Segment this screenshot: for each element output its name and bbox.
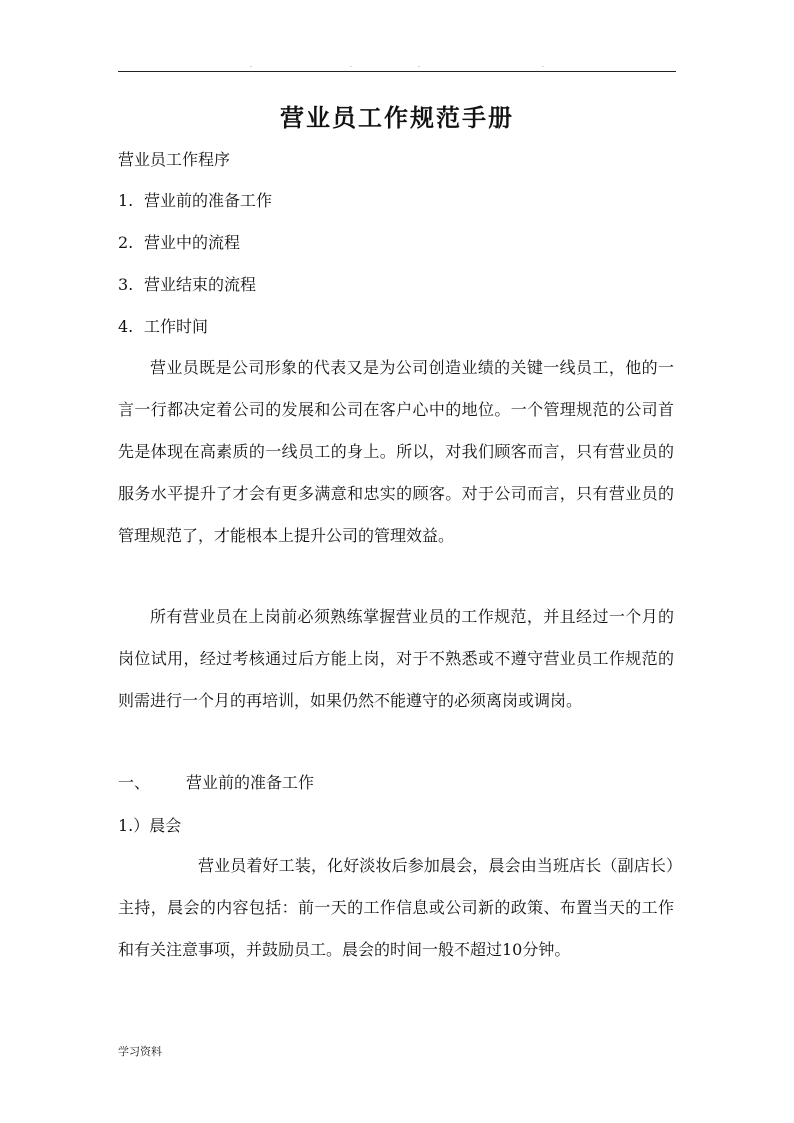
section-heading [118,772,314,794]
list-item [118,232,240,254]
requirement-paragraph: 所有营业员在上岗前必须熟练掌握营业员的工作规范，并且经过一个月的岗位试用，经过考核通过后方能上岗，对于不熟悉或不遵守营业员工作规范的则需进行一个月的再培训，如果仍然不能遵守的必须离岗或调岗。 [118,607,674,710]
subsection-heading: 1.）晨会 [118,816,182,835]
header-dot: . [418,62,420,69]
list-item-number: 2. [118,233,134,252]
list-item-text: 营业前的准备工作 [144,191,273,210]
header-rule [118,71,676,72]
document-title: 营业员工作规范手册 [280,103,514,132]
list-item-number: 3. [118,275,134,294]
section-number: 一、 [118,773,151,792]
list-item-text: 工作时间 [144,317,209,336]
section-title: 营业前的准备工作 [186,773,315,792]
list-item-text: 营业中的流程 [144,233,241,252]
intro-paragraph: 营业员既是公司形象的代表又是为公司创造业绩的关键一线员工，他的一言一行都决定着公司的发展和公司在客户心中的地位。一个管理规范的公司首先是体现在高素质的一线员工的身上。所以，对我们顾客而言，只有营业员的服务水平提升了才会有更多满意和忠实的顾客。对于公司而言，只有营业员的管理规范了，才能根本上提升公司的管理效益。 [118,358,674,545]
header-dot: . [542,62,544,69]
list-item-number: 1. [118,191,134,210]
header-dot: . [350,62,352,69]
header-dots [118,62,676,70]
morning-meeting-paragraph: 营业员着好工装，化好淡妆后参加晨会，晨会由当班店长（副店长）主持，晨会的内容包括：前一天的工作信息或公司新的政策、布置当天的工作和有关注意事项，并鼓励员工。晨会的时间一般不超过10分钟。 [118,856,674,959]
list-item-number: 4. [118,317,134,336]
list-item [118,316,208,338]
document-subtitle: 营业员工作程序 [118,150,231,169]
list-item-text: 营业结束的流程 [144,275,257,294]
footer-text: 学习资料 [118,1045,162,1058]
list-item [118,190,272,212]
list-item [118,274,256,296]
header-dot: . [250,62,252,69]
